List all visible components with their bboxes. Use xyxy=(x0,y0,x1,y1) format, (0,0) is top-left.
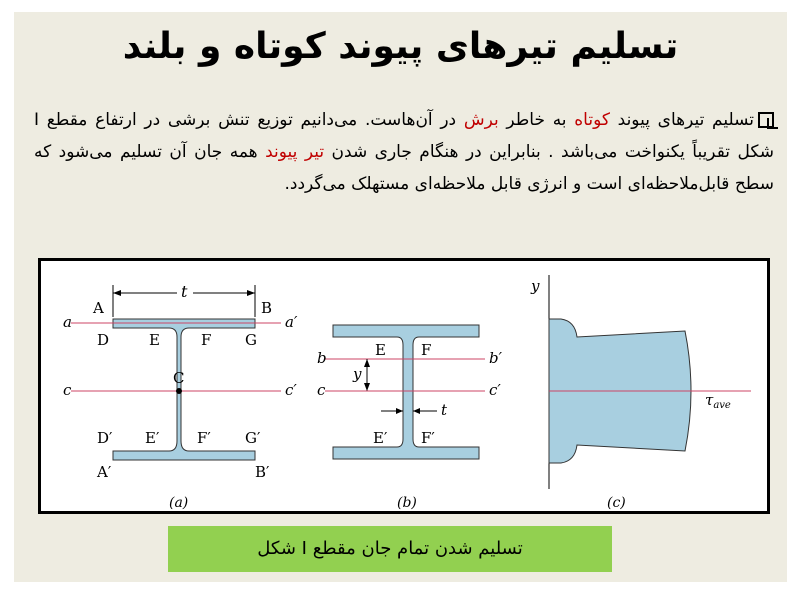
text-part-2: به خاطر xyxy=(498,110,575,130)
caption-c: (c) xyxy=(607,495,626,511)
label-a-B: B xyxy=(261,299,273,317)
label-c-tau: $\tau_{ave}$ xyxy=(705,391,731,411)
bullet-paragraph xyxy=(34,104,774,200)
label-a-Fprime: F′ xyxy=(197,429,211,447)
label-a-D: D xyxy=(97,331,110,349)
label-b-E: E xyxy=(375,341,386,359)
checkbox-bullet-icon xyxy=(758,112,774,128)
label-a-Gprime: G′ xyxy=(245,429,261,447)
highlight-short: کوتاه xyxy=(574,110,610,130)
label-a-C: C xyxy=(173,369,185,387)
text-part-3: در آن‌هاست. می‌دانیم توزیع تنش برشی در ارتفاع مقطع I شکل تقریباً یکنواخت می‌باشد . بنابراین در هنگام جاری شدن xyxy=(34,110,774,162)
label-b-F: F xyxy=(421,341,432,359)
caption-a: (a) xyxy=(169,495,189,511)
label-b-t: t xyxy=(441,401,448,419)
label-a-G: G xyxy=(245,331,257,349)
highlight-link-beam: تیر پیوند xyxy=(265,142,325,162)
label-a-c: c xyxy=(63,381,72,399)
label-b-b: b xyxy=(317,349,327,367)
label-c-y: y xyxy=(531,277,540,295)
label-b-Eprime: E′ xyxy=(373,429,388,447)
figure-c xyxy=(530,275,751,511)
caption-b: (b) xyxy=(397,495,417,511)
figure-panel xyxy=(38,258,770,514)
label-a-E: E xyxy=(149,331,160,349)
label-a-cprime: c′ xyxy=(285,381,297,399)
label-a-Eprime: E′ xyxy=(145,429,160,447)
highlight-shear: برش xyxy=(463,110,499,130)
label-a-Bprime: B′ xyxy=(255,463,270,481)
figure-a xyxy=(63,282,298,511)
label-b-bprime: b′ xyxy=(489,349,503,367)
figure-caption: تسلیم شدن تمام جان مقطع I شکل xyxy=(168,526,612,572)
text-part-4: همه جان آن تسلیم می‌شود که سطح قابل‌ملاحظه‌ای است و انرژی قابل ملاحظه‌ای مستهلک می‌گردد. xyxy=(34,142,774,194)
label-b-Fprime: F′ xyxy=(421,429,435,447)
label-b-cprime: c′ xyxy=(489,381,501,399)
figure-drawing xyxy=(41,261,767,511)
slide-title: تسلیم تیرهای پیوند کوتاه و بلند xyxy=(122,26,679,67)
label-b-c: c xyxy=(317,381,326,399)
label-a-F: F xyxy=(201,331,212,349)
label-a-Aprime: A′ xyxy=(97,463,112,481)
slide xyxy=(14,12,787,582)
label-a-Dprime: D′ xyxy=(97,429,113,447)
label-a-aprime: a′ xyxy=(285,313,298,331)
label-a-a: a xyxy=(63,313,72,331)
label-a-A: A xyxy=(93,299,104,317)
label-b-y: y xyxy=(353,365,362,383)
figure-b xyxy=(317,325,503,511)
label-a-t: t xyxy=(181,282,188,301)
text-part-1: تسلیم تیرهای پیوند xyxy=(609,110,755,130)
